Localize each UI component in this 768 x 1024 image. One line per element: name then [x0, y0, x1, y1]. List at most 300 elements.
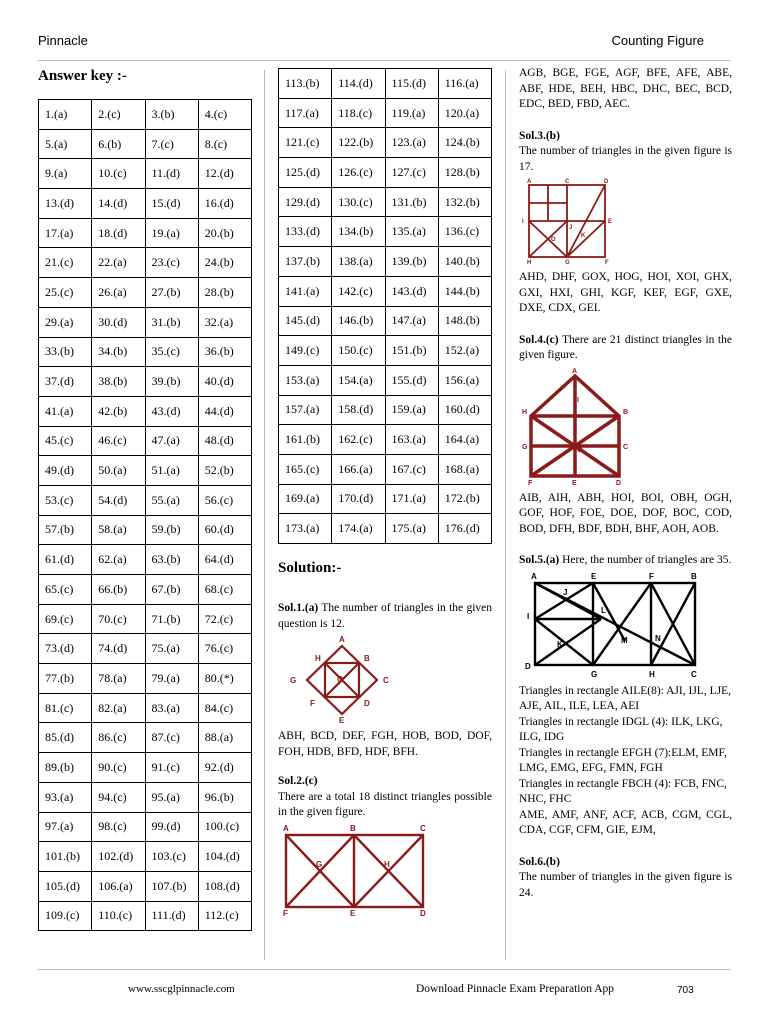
- answer-key-cell: 116.(a): [438, 69, 491, 99]
- answer-key-column-1: [38, 68, 252, 931]
- answer-key-cell: 95.(a): [145, 782, 198, 812]
- sol1-label-H: H: [315, 654, 321, 663]
- answer-key-row: [279, 306, 492, 336]
- sol5-line-4: Triangles in rectangle FBCH (4): FCB, FNC, NHC, FHC: [519, 777, 727, 805]
- answer-key-row: [39, 842, 252, 872]
- answer-key-cell: 140.(b): [438, 247, 491, 277]
- answer-key-cell: 144.(b): [438, 276, 491, 306]
- answer-key-cell: 40.(d): [198, 367, 251, 397]
- sol5-question: Here, the number of triangles are 35.: [559, 554, 732, 566]
- answer-key-cell: 161.(b): [279, 425, 332, 455]
- answer-key-cell: 113.(b): [279, 69, 332, 99]
- answer-key-cell: 118.(c): [332, 98, 385, 128]
- answer-key-cell: 4.(c): [198, 100, 251, 130]
- answer-key-cell: 33.(b): [39, 337, 92, 367]
- answer-key-cell: 136.(c): [438, 217, 491, 247]
- sol3-label-O: O: [551, 237, 556, 243]
- answer-key-cell: 48.(d): [198, 426, 251, 456]
- answer-key-cell: 99.(d): [145, 812, 198, 842]
- answer-key-cell: 89.(b): [39, 753, 92, 783]
- sol4-answer: AIB, AIH, ABH, HOI, BOI, OBH, OGH, GOF, HOF, FOE, DOE, DOF, BOC, COD, BOD, DFH, BDF, BDH, BHF, AOH, AOB.: [519, 491, 732, 535]
- answer-key-row: [279, 395, 492, 425]
- sol1-label-G: G: [290, 676, 297, 685]
- answer-key-cell: 32.(a): [198, 307, 251, 337]
- answer-key-cell: 124.(b): [438, 128, 491, 158]
- sol1-answer: ABH, BCD, DEF, FGH, HOB, BOD, DOF, FOH, HDB, BFD, HDF, BFH.: [278, 730, 492, 758]
- sol5-label-I: I: [527, 611, 530, 621]
- answer-key-cell: 80.(*): [198, 664, 251, 694]
- sol5-label-H: H: [649, 669, 655, 679]
- answer-key-cell: 106.(a): [92, 871, 145, 901]
- answer-key-cell: 25.(c): [39, 278, 92, 308]
- answer-key-cell: 27.(b): [145, 278, 198, 308]
- answer-key-cell: 34.(b): [92, 337, 145, 367]
- answer-key-cell: 120.(a): [438, 98, 491, 128]
- answer-key-cell: 73.(d): [39, 634, 92, 664]
- answer-key-cell: 35.(c): [145, 337, 198, 367]
- sol2-label-G: G: [316, 859, 323, 869]
- answer-key-cell: 153.(a): [279, 365, 332, 395]
- sol4-label-E: E: [572, 479, 577, 486]
- sol4-label-B: B: [623, 408, 629, 416]
- answer-key-cell: 149.(c): [279, 336, 332, 366]
- sol2-label-text: Sol.2.(c): [278, 775, 318, 787]
- answer-key-cell: 13.(d): [39, 189, 92, 219]
- answer-key-cell: 104.(d): [198, 842, 251, 872]
- answer-key-cell: 37.(d): [39, 367, 92, 397]
- answer-key-cell: 12.(d): [198, 159, 251, 189]
- answer-key-cell: 150.(c): [332, 336, 385, 366]
- answer-key-cell: 76.(c): [198, 634, 251, 664]
- answer-key-cell: 143.(d): [385, 276, 438, 306]
- answer-key-cell: 16.(d): [198, 189, 251, 219]
- column-divider-2: [505, 70, 506, 960]
- column-divider-1: [264, 70, 265, 960]
- answer-key-row: [39, 307, 252, 337]
- sol2-label-H: H: [384, 859, 390, 869]
- answer-key-cell: 72.(c): [198, 604, 251, 634]
- sol1-label: Sol.1.(a): [278, 602, 319, 614]
- answer-key-cell: 71.(b): [145, 604, 198, 634]
- answer-key-cell: 93.(a): [39, 782, 92, 812]
- answer-key-cell: 46.(c): [92, 426, 145, 456]
- answer-key-cell: 83.(a): [145, 693, 198, 723]
- answer-key-row: [39, 367, 252, 397]
- answer-key-cell: 173.(a): [279, 514, 332, 544]
- answer-key-cell: 121.(c): [279, 128, 332, 158]
- footer-divider: [38, 969, 730, 970]
- sol4-label-C: C: [623, 443, 629, 451]
- sol5-label: Sol.5.(a): [519, 554, 560, 566]
- answer-key-cell: 65.(c): [39, 575, 92, 605]
- answer-key-cell: 101.(b): [39, 842, 92, 872]
- sol5-line-5: AME, AMF, ANF, ACF, ACB, CGM, CGL, CDA, CGF, CFM, GIE, EJM,: [519, 808, 732, 836]
- sol3-label-H: H: [527, 260, 532, 265]
- answer-key-cell: 87.(c): [145, 723, 198, 753]
- header-topic: Counting Figure: [611, 33, 704, 48]
- answer-key-cell: 10.(c): [92, 159, 145, 189]
- answer-key-cell: 78.(a): [92, 664, 145, 694]
- answer-key-cell: 115.(d): [385, 69, 438, 99]
- answer-key-cell: 26.(a): [92, 278, 145, 308]
- sol5-label-L: L: [601, 605, 606, 615]
- answer-key-column-2: [278, 68, 492, 922]
- sol5-line-3: Triangles in rectangle EFGH (7):ELM, EMF, LMG, EMG, EFG, FMN, FGH: [519, 746, 727, 774]
- answer-key-title: Answer key :-: [38, 68, 127, 84]
- answer-key-cell: 44.(d): [198, 396, 251, 426]
- answer-key-cell: 64.(d): [198, 545, 251, 575]
- answer-key-cell: 97.(a): [39, 812, 92, 842]
- answer-key-row: [39, 100, 252, 130]
- answer-key-cell: 14.(d): [92, 189, 145, 219]
- answer-key-cell: 21.(c): [39, 248, 92, 278]
- sol3-label-I: I: [522, 219, 524, 225]
- answer-key-cell: 96.(b): [198, 782, 251, 812]
- answer-key-row: [39, 337, 252, 367]
- answer-key-cell: 3.(b): [145, 100, 198, 130]
- answer-key-cell: 77.(b): [39, 664, 92, 694]
- sol2-figure: [278, 821, 492, 917]
- sol5-label-D: D: [525, 661, 531, 671]
- answer-key-cell: 49.(d): [39, 456, 92, 486]
- sol4-label-I: I: [577, 396, 579, 404]
- answer-key-cell: 168.(a): [438, 454, 491, 484]
- sol2-label-F: F: [283, 908, 288, 917]
- answer-key-cell: 85.(d): [39, 723, 92, 753]
- answer-key-row: [279, 128, 492, 158]
- sol5-label-E: E: [591, 571, 597, 581]
- answer-key-cell: 174.(a): [332, 514, 385, 544]
- sol4-label-F: F: [528, 479, 533, 486]
- answer-key-cell: 171.(a): [385, 484, 438, 514]
- sol5-label-M: M: [621, 635, 628, 645]
- answer-key-row: [39, 604, 252, 634]
- sol1-label-E: E: [339, 716, 345, 724]
- answer-key-cell: 86.(c): [92, 723, 145, 753]
- answer-key-cell: 105.(d): [39, 871, 92, 901]
- answer-key-cell: 9.(a): [39, 159, 92, 189]
- answer-key-cell: 94.(c): [92, 782, 145, 812]
- sol5-label-G: G: [591, 669, 598, 679]
- answer-key-row: [39, 723, 252, 753]
- answer-key-cell: 41.(a): [39, 396, 92, 426]
- answer-key-row: [39, 634, 252, 664]
- sol2-text: There are a total 18 distinct triangles possible in the given figure.: [278, 790, 492, 818]
- sol2-label-D: D: [420, 908, 426, 917]
- answer-key-cell: 138.(a): [332, 247, 385, 277]
- sol4-label-H: H: [522, 408, 528, 416]
- answer-key-cell: 119.(a): [385, 98, 438, 128]
- answer-key-cell: 91.(c): [145, 753, 198, 783]
- answer-key-cell: 141.(a): [279, 276, 332, 306]
- answer-key-cell: 131.(b): [385, 187, 438, 217]
- answer-key-row: [279, 98, 492, 128]
- sol5-label-A: A: [531, 571, 537, 581]
- answer-key-cell: 6.(b): [92, 129, 145, 159]
- answer-key-cell: 145.(d): [279, 306, 332, 336]
- answer-key-cell: 53.(c): [39, 485, 92, 515]
- sol4-label-A: A: [572, 367, 578, 375]
- answer-key-cell: 31.(b): [145, 307, 198, 337]
- answer-key-row: [39, 248, 252, 278]
- answer-key-cell: 100.(c): [198, 812, 251, 842]
- answer-key-cell: 166.(a): [332, 454, 385, 484]
- sol4-label: Sol.4.(c): [519, 333, 559, 346]
- answer-key-row: [39, 664, 252, 694]
- answer-key-cell: 98.(c): [92, 812, 145, 842]
- answer-key-row: [279, 454, 492, 484]
- answer-key-cell: 5.(a): [39, 129, 92, 159]
- sol2-answer: AGB, BGE, FGE, AGF, BFE, AFE, ABE, ABF, HDE, BEH, HBC, DHC, BEC, BCD, EDC, BED, FBD, AEC.: [519, 67, 732, 110]
- answer-key-cell: 24.(b): [198, 248, 251, 278]
- answer-key-row: [279, 336, 492, 366]
- answer-key-cell: 90.(c): [92, 753, 145, 783]
- answer-key-cell: 15.(d): [145, 189, 198, 219]
- answer-key-cell: 28.(b): [198, 278, 251, 308]
- page-number: 703: [677, 985, 694, 996]
- sol3-label-D: D: [604, 179, 609, 185]
- sol6-text: The number of triangles in the given figure is 24.: [519, 871, 732, 899]
- answer-key-cell: 110.(c): [92, 901, 145, 931]
- sol1-label-F: F: [310, 699, 315, 708]
- sol2-label-A: A: [283, 823, 289, 833]
- answer-key-cell: 127.(c): [385, 158, 438, 188]
- answer-key-cell: 47.(a): [145, 426, 198, 456]
- answer-key-cell: 29.(a): [39, 307, 92, 337]
- footer-website[interactable]: www.sscglpinnacle.com: [128, 983, 235, 995]
- answer-key-cell: 43.(d): [145, 396, 198, 426]
- answer-key-cell: 54.(d): [92, 485, 145, 515]
- answer-key-cell: 42.(b): [92, 396, 145, 426]
- answer-key-cell: 50.(a): [92, 456, 145, 486]
- answer-key-cell: 68.(c): [198, 575, 251, 605]
- answer-key-cell: 1.(a): [39, 100, 92, 130]
- answer-key-cell: 62.(a): [92, 545, 145, 575]
- answer-key-cell: 160.(d): [438, 395, 491, 425]
- sol5-label-B: B: [691, 571, 697, 581]
- answer-key-cell: 147.(a): [385, 306, 438, 336]
- answer-key-cell: 170.(d): [332, 484, 385, 514]
- answer-key-cell: 122.(b): [332, 128, 385, 158]
- sol5-label-K: K: [557, 639, 563, 649]
- sol4-label-G: G: [522, 443, 528, 451]
- answer-key-cell: 155.(d): [385, 365, 438, 395]
- answer-key-cell: 69.(c): [39, 604, 92, 634]
- answer-key-cell: 132.(b): [438, 187, 491, 217]
- answer-key-row: [279, 484, 492, 514]
- answer-key-row: [279, 158, 492, 188]
- answer-key-cell: 169.(a): [279, 484, 332, 514]
- answer-key-cell: 18.(d): [92, 218, 145, 248]
- sol3-label-K: K: [581, 233, 586, 239]
- answer-key-cell: 176.(d): [438, 514, 491, 544]
- answer-key-cell: 164.(a): [438, 425, 491, 455]
- answer-key-cell: 58.(a): [92, 515, 145, 545]
- answer-key-cell: 8.(c): [198, 129, 251, 159]
- answer-key-row: [279, 365, 492, 395]
- answer-key-row: [279, 247, 492, 277]
- answer-key-row: [39, 396, 252, 426]
- sol5-label-N: N: [655, 633, 661, 643]
- answer-key-cell: 175.(a): [385, 514, 438, 544]
- footer-app-promo[interactable]: Download Pinnacle Exam Preparation App: [416, 983, 615, 995]
- answer-key-cell: 66.(b): [92, 575, 145, 605]
- answer-key-cell: 52.(b): [198, 456, 251, 486]
- sol4-text: [519, 333, 732, 364]
- answer-key-cell: 152.(a): [438, 336, 491, 366]
- sol3-figure: [519, 175, 732, 265]
- answer-key-cell: 2.(c): [92, 100, 145, 130]
- solutions-column-3: [519, 66, 732, 901]
- answer-key-cell: 112.(c): [198, 901, 251, 931]
- answer-key-row: [39, 426, 252, 456]
- answer-key-cell: 162.(c): [332, 425, 385, 455]
- sol3-label-G: G: [565, 260, 570, 265]
- sol1-figure: [278, 632, 492, 724]
- answer-key-cell: 79.(a): [145, 664, 198, 694]
- answer-key-row: [39, 278, 252, 308]
- answer-key-cell: 117.(a): [279, 98, 332, 128]
- answer-key-cell: 51.(a): [145, 456, 198, 486]
- sol3-text: The number of triangles in the given figure is 17.: [519, 145, 732, 173]
- answer-key-cell: 151.(b): [385, 336, 438, 366]
- answer-key-cell: 7.(c): [145, 129, 198, 159]
- answer-key-cell: 126.(c): [332, 158, 385, 188]
- answer-key-cell: 17.(a): [39, 218, 92, 248]
- sol4-label-D: D: [616, 479, 622, 486]
- answer-key-cell: 108.(d): [198, 871, 251, 901]
- sol6-label: Sol.6.(b): [519, 855, 560, 868]
- answer-key-cell: 36.(b): [198, 337, 251, 367]
- answer-key-cell: 165.(c): [279, 454, 332, 484]
- answer-key-row: [279, 425, 492, 455]
- answer-key-cell: 59.(b): [145, 515, 198, 545]
- answer-key-cell: 123.(a): [385, 128, 438, 158]
- answer-key-cell: 134.(b): [332, 217, 385, 247]
- sol3-label-E: E: [608, 219, 613, 225]
- answer-key-cell: 159.(a): [385, 395, 438, 425]
- answer-key-cell: 102.(d): [92, 842, 145, 872]
- answer-key-cell: 84.(c): [198, 693, 251, 723]
- sol1-label-D: D: [364, 699, 370, 708]
- answer-key-row: [39, 515, 252, 545]
- sol3-answer: AHD, DHF, GOX, HOG, HOI, XOI, GHX, GXI, HXI, GHI, KGF, KEF, EGF, GXE, DXE, CDX, GEI.: [519, 271, 732, 314]
- sol5-text: [519, 553, 732, 569]
- sol2-label-B: B: [350, 823, 356, 833]
- answer-key-cell: 156.(a): [438, 365, 491, 395]
- answer-key-cell: 157.(a): [279, 395, 332, 425]
- answer-key-cell: 114.(d): [332, 69, 385, 99]
- answer-key-row: [39, 901, 252, 931]
- answer-key-cell: 67.(b): [145, 575, 198, 605]
- sol1-text: [278, 601, 492, 632]
- answer-key-row: [279, 187, 492, 217]
- answer-key-cell: 39.(b): [145, 367, 198, 397]
- answer-key-row: [39, 159, 252, 189]
- answer-key-cell: 38.(b): [92, 367, 145, 397]
- answer-key-cell: 137.(b): [279, 247, 332, 277]
- answer-key-cell: 70.(c): [92, 604, 145, 634]
- answer-key-row: [39, 753, 252, 783]
- answer-key-cell: 74.(d): [92, 634, 145, 664]
- answer-key-row: [39, 189, 252, 219]
- answer-key-cell: 167.(c): [385, 454, 438, 484]
- answer-key-cell: 139.(b): [385, 247, 438, 277]
- sol4-label-O: O: [577, 446, 583, 454]
- sol5-line-2: Triangles in rectangle IDGL (4): ILK, LKG, ILG, IDG: [519, 715, 723, 743]
- answer-key-row: [39, 812, 252, 842]
- answer-key-cell: 158.(d): [332, 395, 385, 425]
- answer-key-cell: 81.(c): [39, 693, 92, 723]
- answer-key-cell: 57.(b): [39, 515, 92, 545]
- sol5-label-J: J: [563, 587, 568, 597]
- answer-key-cell: 111.(d): [145, 901, 198, 931]
- answer-key-cell: 61.(d): [39, 545, 92, 575]
- sol3-label-J: J: [569, 225, 573, 231]
- sol3-label: Sol.3.(b): [519, 129, 560, 142]
- answer-key-cell: 109.(c): [39, 901, 92, 931]
- sol5-figure: [519, 569, 732, 679]
- answer-key-cell: 172.(b): [438, 484, 491, 514]
- answer-key-row: [39, 456, 252, 486]
- answer-key-cell: 133.(d): [279, 217, 332, 247]
- answer-key-table-2: [278, 68, 492, 544]
- answer-key-row: [279, 217, 492, 247]
- answer-key-cell: 92.(d): [198, 753, 251, 783]
- answer-key-cell: 60.(d): [198, 515, 251, 545]
- answer-key-cell: 55.(a): [145, 485, 198, 515]
- answer-key-cell: 45.(c): [39, 426, 92, 456]
- sol4-question: There are 21 distinct triangles in the given figure.: [519, 333, 732, 361]
- answer-key-cell: 135.(a): [385, 217, 438, 247]
- solution-title: Solution:-: [278, 560, 342, 576]
- answer-key-cell: 82.(a): [92, 693, 145, 723]
- sol1-question: The number of triangles in the given question is 12.: [278, 602, 492, 630]
- sol1-label-O: O: [337, 675, 344, 684]
- answer-key-row: [39, 575, 252, 605]
- answer-key-cell: 125.(d): [279, 158, 332, 188]
- answer-key-cell: 129.(d): [279, 187, 332, 217]
- answer-key-cell: 56.(c): [198, 485, 251, 515]
- sol1-label-C: C: [383, 676, 389, 685]
- answer-key-cell: 22.(a): [92, 248, 145, 278]
- sol5-label-C: C: [691, 669, 697, 679]
- answer-key-row: [279, 69, 492, 99]
- answer-key-cell: 128.(b): [438, 158, 491, 188]
- sol4-figure: [519, 364, 732, 486]
- sol3-label-A: A: [527, 179, 532, 185]
- sol3-label-F: F: [605, 260, 609, 265]
- answer-key-row: [279, 514, 492, 544]
- sol2-label-C: C: [420, 823, 426, 833]
- answer-key-row: [39, 485, 252, 515]
- answer-key-row: [39, 218, 252, 248]
- answer-key-cell: 30.(d): [92, 307, 145, 337]
- answer-key-row: [39, 871, 252, 901]
- answer-key-cell: 107.(b): [145, 871, 198, 901]
- sol2-label: [278, 774, 492, 790]
- sol5-line-1: Triangles in rectangle AILE(8): AJI, IJL, LJE, AJE, AIL, ILE, LEA, AEI: [519, 684, 731, 712]
- answer-key-row: [39, 129, 252, 159]
- sol5-label-F: F: [649, 571, 654, 581]
- sol2-label-E: E: [350, 908, 356, 917]
- answer-key-cell: 163.(a): [385, 425, 438, 455]
- answer-key-row: [279, 276, 492, 306]
- answer-key-row: [39, 782, 252, 812]
- answer-key-row: [39, 545, 252, 575]
- answer-key-cell: 19.(a): [145, 218, 198, 248]
- sol1-label-A: A: [339, 635, 345, 644]
